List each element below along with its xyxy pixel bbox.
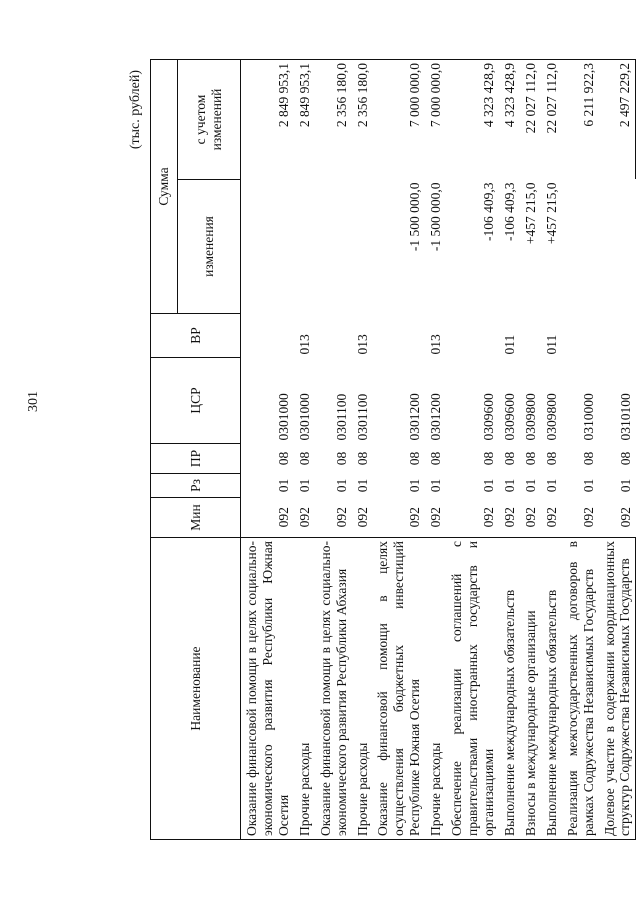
- row-min: 092: [428, 507, 444, 528]
- row-total: 4 323 428,9: [499, 59, 520, 179]
- row-name: Оказание финансовой помощи в целях социально-экономического развития Республики Абхазия: [315, 538, 352, 840]
- row-csr: 0301100: [333, 393, 349, 441]
- row-min: 092: [617, 507, 633, 528]
- row-change: +457 215,0: [522, 182, 538, 245]
- row-pr: 08: [275, 451, 291, 466]
- row-change: [315, 180, 352, 314]
- page-number: 301: [26, 391, 41, 412]
- row-csr: 0309800: [543, 393, 559, 441]
- row-pr: 08: [522, 451, 538, 466]
- table-row: [241, 59, 294, 839]
- row-name: Прочие расходы: [294, 538, 315, 840]
- row-csr: 0309800: [522, 393, 538, 441]
- row-rz: 01: [580, 478, 596, 493]
- row-name: Оказание финансовой помощи в целях осуществления бюджетных инвестиций Республике Южная Осетия: [372, 538, 425, 840]
- row-min: 092: [522, 507, 538, 528]
- row-pr: 08: [480, 451, 496, 466]
- row-min: 092: [480, 507, 496, 528]
- row-min: 092: [333, 507, 349, 528]
- row-csr: 0301200: [428, 393, 444, 441]
- table-row: [499, 59, 520, 839]
- row-csr: 0309600: [480, 393, 496, 441]
- header-changes: изменения: [178, 180, 241, 314]
- row-name: Выполнение международных обязательств: [541, 538, 562, 840]
- row-csr: 0310000: [580, 393, 596, 441]
- header-min: Мин: [151, 498, 241, 538]
- row-rz: 01: [296, 478, 312, 493]
- row-total: 22 027 112,0: [520, 59, 541, 179]
- table-row: [315, 59, 352, 839]
- row-change: [294, 180, 315, 314]
- row-rz: 01: [522, 478, 538, 493]
- row-change: [562, 180, 599, 314]
- row-min: 092: [543, 507, 559, 528]
- row-total: 2 356 180,0: [352, 59, 373, 179]
- row-rz: 01: [354, 478, 370, 493]
- row-rz: 01: [617, 478, 633, 493]
- row-pr: 08: [407, 451, 423, 466]
- row-csr: 0309600: [501, 393, 517, 441]
- row-pr: 08: [354, 451, 370, 466]
- row-csr: 0301000: [275, 393, 291, 441]
- row-change: -106 409,3: [480, 182, 496, 241]
- table-row: [294, 59, 315, 839]
- row-vr: [520, 314, 541, 358]
- row-change: -1 500 000,0: [407, 182, 423, 252]
- table-row: [599, 59, 636, 839]
- row-vr: 013: [428, 334, 444, 355]
- row-min: 092: [501, 507, 517, 528]
- row-pr: 08: [543, 451, 559, 466]
- table-row: [446, 59, 499, 839]
- row-total: 22 027 112,0: [541, 59, 562, 179]
- row-rz: 01: [543, 478, 559, 493]
- row-vr: 011: [501, 334, 517, 355]
- row-min: 092: [407, 507, 423, 528]
- row-total: 4 323 428,9: [446, 59, 499, 179]
- row-total: 2 356 180,0: [315, 59, 352, 179]
- row-pr: 08: [501, 451, 517, 466]
- table-row: [372, 59, 425, 839]
- row-change: -1 500 000,0: [428, 182, 444, 252]
- rotated-page: [128, 60, 633, 840]
- row-name: Выполнение международных обязательств: [499, 538, 520, 840]
- row-vr: [315, 314, 352, 358]
- row-name: Реализация межгосударственных договоров в рамках Содружества Независимых Государств: [562, 538, 599, 840]
- row-csr: 0301100: [354, 393, 370, 441]
- table-row: [562, 59, 599, 839]
- row-rz: 01: [501, 478, 517, 493]
- row-vr: [562, 314, 599, 358]
- row-min: 092: [354, 507, 370, 528]
- row-vr: [599, 314, 636, 358]
- table-header: [151, 59, 241, 839]
- row-vr: [372, 314, 425, 358]
- row-csr: 0310100: [617, 393, 633, 441]
- header-csr: ЦСР: [151, 358, 241, 444]
- row-pr: 08: [296, 451, 312, 466]
- row-min: 092: [275, 507, 291, 528]
- row-change: -106 409,3: [501, 182, 517, 241]
- row-min: 092: [580, 507, 596, 528]
- row-rz: 01: [407, 478, 423, 493]
- row-rz: 01: [275, 478, 291, 493]
- header-pr: ПР: [151, 444, 241, 474]
- header-rz: Рз: [151, 474, 241, 498]
- row-rz: 01: [333, 478, 349, 493]
- header-name: Наименование: [151, 538, 241, 840]
- row-total: 6 211 922,3: [562, 59, 599, 179]
- row-name: Прочие расходы: [425, 538, 446, 840]
- row-pr: 08: [580, 451, 596, 466]
- row-pr: 08: [617, 451, 633, 466]
- header-vr: ВР: [151, 314, 241, 358]
- row-name: Обеспечение реализации соглашений с правительствами иностранных государств и организациями: [446, 538, 499, 840]
- row-total: 2 849 953,1: [294, 59, 315, 179]
- row-rz: 01: [480, 478, 496, 493]
- row-name: Взносы в международные организации: [520, 538, 541, 840]
- row-change: [352, 180, 373, 314]
- row-name: Долевое участие в содержании координационных структур Содружества Независимых Государств: [599, 538, 636, 840]
- table-row: [352, 59, 373, 839]
- row-change: [599, 180, 636, 314]
- header-sum: Сумма: [151, 59, 178, 313]
- row-total: 2 849 953,1: [241, 59, 294, 179]
- row-vr: 011: [543, 334, 559, 355]
- row-min: 092: [296, 507, 312, 528]
- table-row: [425, 59, 446, 839]
- row-total: 7 000 000,0: [372, 59, 425, 179]
- row-csr: 0301000: [296, 393, 312, 441]
- table-row: [520, 59, 541, 839]
- row-vr: 013: [296, 334, 312, 355]
- row-rz: 01: [428, 478, 444, 493]
- row-pr: 08: [428, 451, 444, 466]
- row-vr: 013: [354, 334, 370, 355]
- header-with-changes: с учетом изменений: [178, 59, 241, 179]
- budget-table: [150, 59, 636, 840]
- row-pr: 08: [333, 451, 349, 466]
- row-name: Прочие расходы: [352, 538, 373, 840]
- table-row: [541, 59, 562, 839]
- row-vr: [241, 314, 294, 358]
- units-label: (тыс. рублей): [128, 70, 143, 150]
- row-change: [241, 180, 294, 314]
- row-csr: 0301200: [407, 393, 423, 441]
- row-name: Оказание финансовой помощи в целях социально-экономического развития Республики Южная Осетия: [241, 538, 294, 840]
- row-total: 7 000 000,0: [425, 59, 446, 179]
- row-change: +457 215,0: [543, 182, 559, 245]
- table-body: [241, 59, 636, 839]
- row-vr: [446, 314, 499, 358]
- row-total: 2 497 229,2: [599, 59, 636, 179]
